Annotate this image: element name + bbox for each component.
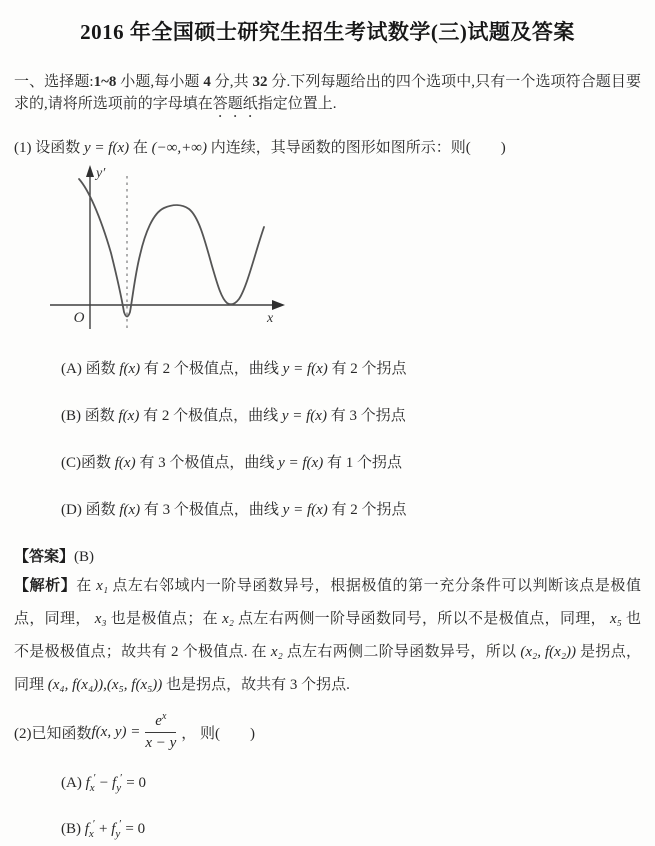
question-2-prompt: (2)已知函数 f(x, y) = $\frac{e^x}{x - y}$ ， 则( ): [14, 711, 256, 751]
points-per-question: 4: [203, 74, 211, 90]
question-1-option-b: (B) 函数 f(x) 有 2 个极值点，曲线 y = f(x) 有 3 个拐点: [61, 408, 406, 424]
x-axis-arrow-icon: [272, 300, 285, 310]
instructions-text: 一、选择题:: [14, 74, 94, 90]
x-axis-label: x: [267, 311, 274, 326]
answer-value: (B): [74, 549, 95, 565]
answer-label: 【答案】: [14, 549, 75, 565]
question-1-options: [61, 357, 641, 519]
origin-label: O: [73, 310, 85, 326]
y-axis-arrow-icon: [86, 165, 94, 177]
question-1-answer-line: [14, 545, 641, 566]
fraction-numerator: $e^x$: [145, 711, 176, 733]
question-1-option-d: (D) 函数 f(x) 有 3 个极值点，曲线 y = f(x) 有 2 个拐点: [61, 502, 407, 518]
fraction-ex-over-x-minus-y: [145, 711, 176, 753]
math-y-equals-fx: y = f(x): [84, 140, 130, 156]
derivative-graph-svg: [46, 163, 298, 341]
analysis-label: 【解析】: [14, 578, 77, 594]
y-axis-label: y′: [96, 166, 106, 181]
question-1-option-a: (A) 函数 f(x) 有 2 个极值点，曲线 y = f(x) 有 2 个拐点: [61, 361, 407, 377]
section-1-instructions: 一、选择题:1~8 小题,每小题 4 分,共 32 分.下列每题给出的四个选项中,只有一个选项符合题目要求的,请将所选项前的字母填在答题纸指定位置上.: [14, 74, 641, 112]
question-range: 1~8: [93, 74, 117, 90]
math-interval: (−∞,+∞): [151, 140, 207, 156]
question-1-analysis: 【解析】在 x₁ 点左右邻域内一阶导函数异号，根据极值的第一充分条件可以判断该点是极值点，同理， x₃ 也是极值点；在 x₂ 点左右两侧一阶导函数同号，所以不是极值点，同理， x₅ 也不是极极值点；故共有 2 个极值点. 在 x₂ 点左右两侧二阶导函数异号，所以 (x₂, f(x₂)) 是拐点，同理 (x₄, f(x₄)),(x₅, f(x₅)) 也是拐点，故共有 3 个拐点.: [14, 578, 641, 693]
answer-sheet-emphasis: 答题纸: [212, 96, 258, 112]
derivative-graph-figure: [46, 163, 298, 341]
question-2-option-a: (A) $f_x' - f_y' = 0$: [61, 772, 146, 794]
fraction-denominator: x − y: [145, 735, 177, 751]
page-title: 2016 年全国硕士研究生招生考试数学(三)试题及答案: [80, 20, 575, 44]
derivative-curve: [79, 179, 264, 317]
total-points: 32: [252, 74, 268, 90]
question-1-prompt: (1) 设函数 y = f(x) 在 (−∞,+∞) 内连续，其导函数的图形如图所示：则( ): [14, 140, 506, 156]
question-1-option-c: (C)函数 f(x) 有 3 个极值点，曲线 y = f(x) 有 1 个拐点: [61, 455, 402, 471]
math-fxy-equals: f(x, y) =: [91, 723, 141, 740]
question-2-option-b: (B) $f_x' + f_y' = 0$: [61, 818, 146, 840]
